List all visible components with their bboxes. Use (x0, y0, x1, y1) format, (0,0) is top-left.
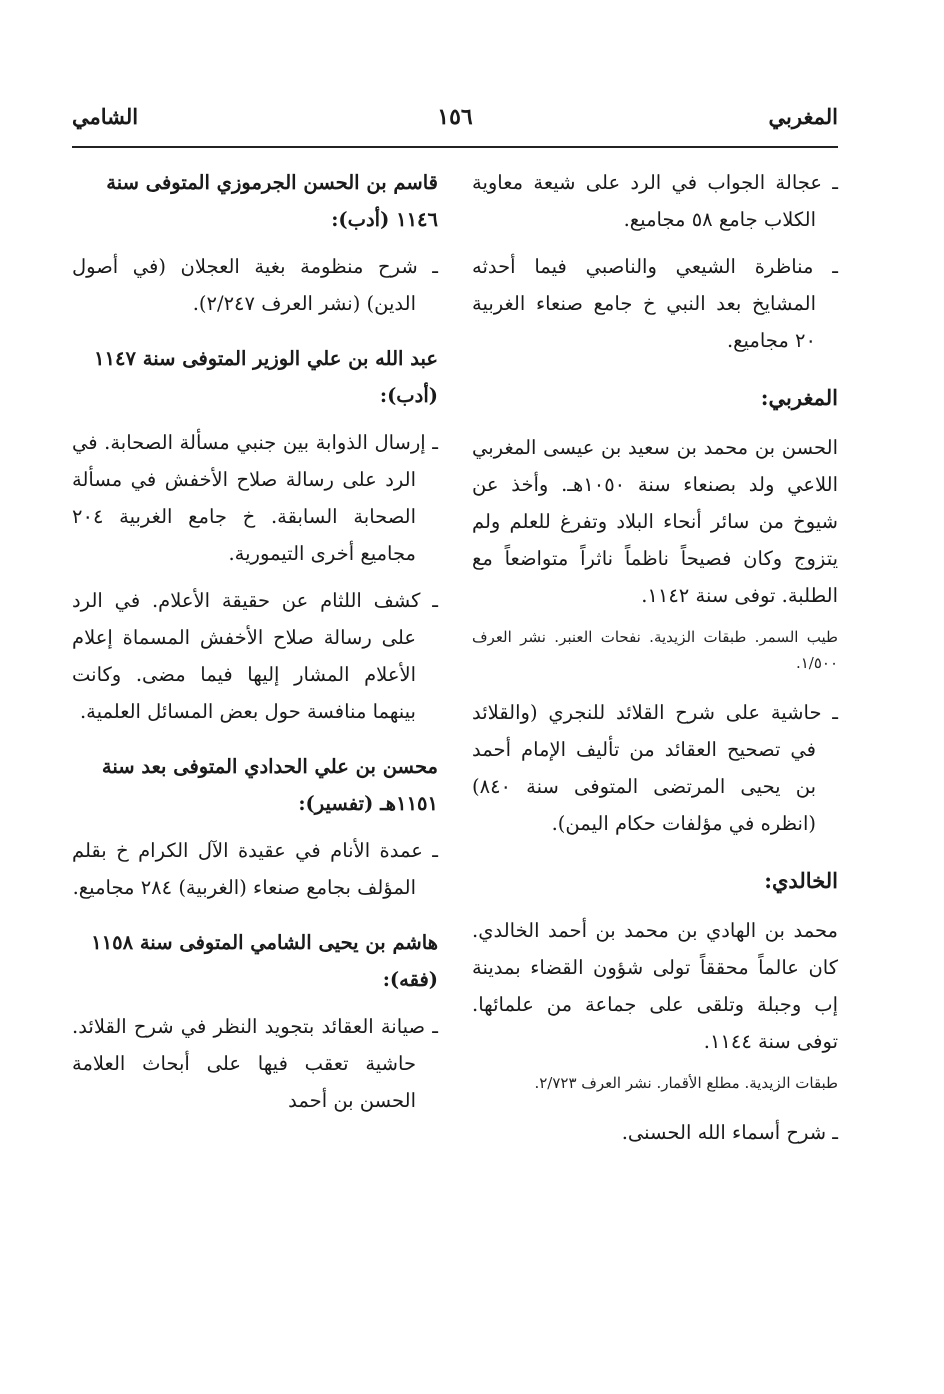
entry-heading: هاشم بن يحيى الشامي المتوفى سنة ١١٥٨ (فقه): (91, 931, 438, 991)
list-item: ـ صيانة العقائد بتجويد النظر في شرح القلائد. حاشية تعقب فيها على أبحاث العلامة الحسن بن أحمد (72, 1008, 438, 1119)
page-number: ١٥٦ (437, 104, 473, 130)
entry-heading: قاسم بن الحسن الجرموزي المتوفى سنة ١١٤٦ (أدب): (106, 171, 438, 231)
list-item: ـ كشف اللثام عن حقيقة الأعلام. في الرد على رسالة صلاح الأخفش المسماة إعلام الأعلام المشار إليها فيما مضى. وكانت بينهما منافسة حول بعض المسائل العلمية. (72, 582, 438, 730)
left-column (72, 164, 438, 1129)
header-rule (72, 146, 838, 148)
references-khalidi: طبقات الزيدية. مطلع الأقمار. نشر العرف ٢/٧٢٣. (534, 1074, 838, 1092)
section-title-maghribi: المغربي: (760, 385, 838, 410)
entry-heading: عبد الله بن علي الوزير المتوفى سنة ١١٤٧ (أدب): (94, 347, 438, 407)
list-item: ـ حاشية على شرح القلائد للنجري (والقلائد في تصحيح العقائد من تأليف الإمام أحمد بن يحيى المرتضى المتوفى سنة ٨٤٠) (انظره في مؤلفات حكام اليمن). (472, 694, 838, 842)
header-left-keyword: الشامي (72, 104, 139, 129)
list-item: ـ عجالة الجواب في الرد على شيعة معاوية الكلاب جامع ٥٨ مجاميع. (472, 164, 838, 238)
list-item: ـ شرح منظومة بغية العجلان (في أصول الدين) (نشر العرف ٢/٢٤٧). (72, 248, 438, 322)
list-item: ـ شرح أسماء الله الحسنى. (472, 1114, 838, 1151)
references-maghribi: طيب السمر. طبقات الزيدية. نفحات العنبر. نشر العرف ١/٥٠٠. (472, 628, 838, 672)
page-header (72, 100, 838, 140)
list-item: ـ إرسال الذوابة بين جنبي مسألة الصحابة. في الرد على رسالة صلاح الأخفش في مسألة الصحابة السابقة. خ جامع الغربية ٢٠٤ مجاميع أخرى التيمورية. (72, 424, 438, 572)
biography-maghribi: الحسن بن محمد بن سعيد بن عيسى المغربي اللاعي ولد بصنعاء سنة ١٠٥٠هـ. وأخذ عن شيوخ من سائر أنحاء البلاد وتفرغ للعلم ولم يتزوج وكان فصيحاً ناظماً ناثراً متواضعاً مع الطلبة. توفى سنة ١١٤٢. (472, 436, 838, 607)
section-title-khalidi: الخالدي: (764, 868, 838, 893)
list-item: ـ مناظرة الشيعي والناصبي فيما أحدثه المشايخ بعد النبي خ جامع صنعاء الغربية ٢٠ مجاميع. (472, 248, 838, 359)
biography-khalidi: محمد بن الهادي بن محمد بن أحمد الخالدي. كان عالماً محققاً تولى شؤون القضاء بمدينة إب وجبلة وتلقى على جماعة من علمائها. توفى سنة ١١٤٤. (472, 919, 838, 1053)
header-right-keyword: المغربي (768, 104, 838, 129)
right-column (472, 164, 838, 1161)
entry-heading: محسن بن علي الحدادي المتوفى بعد سنة ١١٥١هـ (تفسير): (101, 755, 438, 815)
list-item: ـ عمدة الأنام في عقيدة الآل الكرام خ بقلم المؤلف بجامع صنعاء (الغربية) ٢٨٤ مجاميع. (72, 832, 438, 906)
